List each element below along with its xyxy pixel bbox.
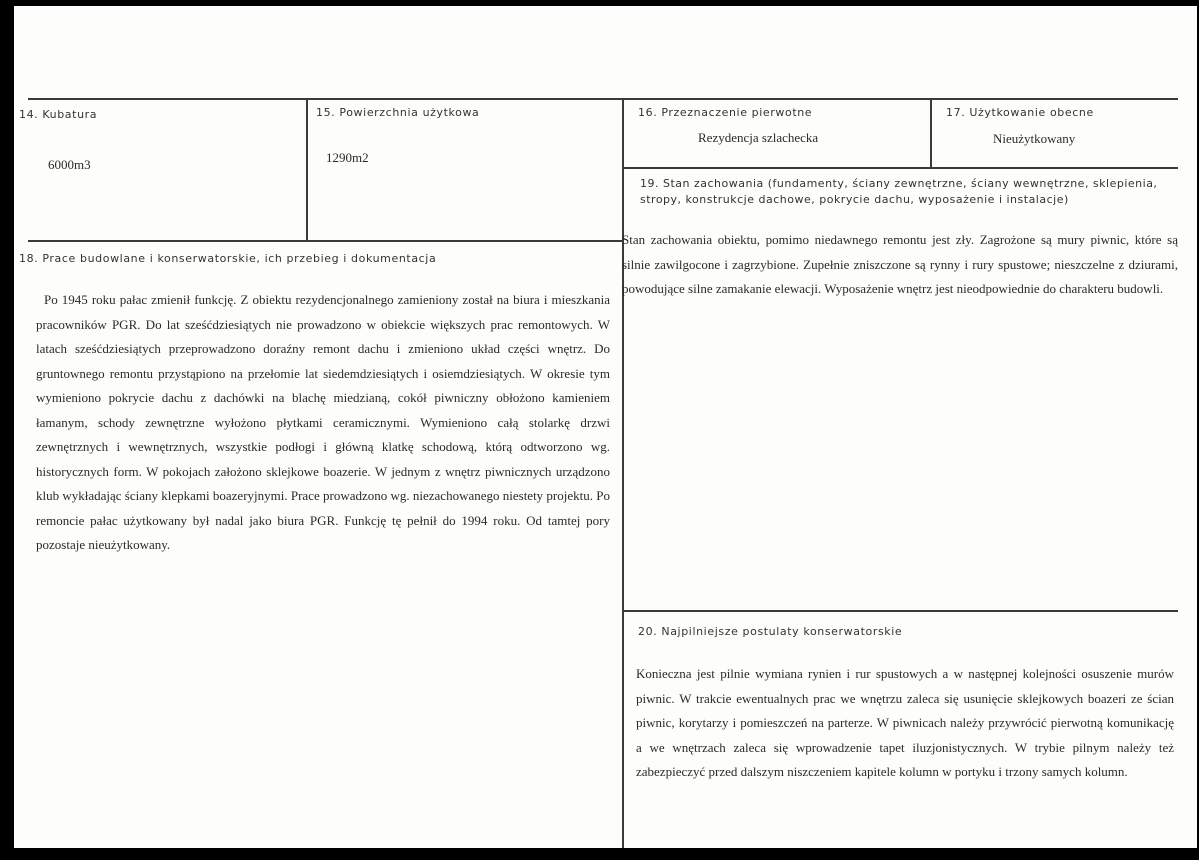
kubatura-label: 14. Kubatura — [19, 108, 98, 121]
prace-label: 18. Prace budowlane i konserwatorskie, ich przebieg i dokumentacja — [19, 252, 437, 265]
uzytkowanie-value: Nieużytkowany — [993, 131, 1076, 146]
row-divider-16-19 — [624, 167, 1178, 169]
prace-text: Po 1945 roku pałac zmienił funkcję. Z obiektu rezydencjonalnego zamieniony został na biura i mieszkania pracowników PGR. Do lat sześćdziesiątych nie prowadzono w obiekcie większych prac remontowych. W latach sześćdziesiątych przeprowadzono doraźny remont dachu i zmieniono układ części wnętrz. Do gruntownego remontu przystąpiono na przełomie lat siedemdziesiątych i osiemdziesiątych. W okresie tym wymieniono pokrycie dachu z dachówki na blachę miedzianą, cokół piwniczny obłożono kamieniem łamanym, schody zewnętrzne wyłożono płytkami ceramicznymi. Wymieniono całą stolarkę drzwi zewnętrznych i wewnętrznych, wszystkie podłogi i główną klatkę schodową, którą odtworzono wg. historycznych form. W pokojach założono sklejkowe boazerie. W jednym z wnętrz piwnicznych urządzono klub wykładając ściany klepkami boazeryjnymi. Prace prowadzono wg. niezachowanego niestety projektu. Po remoncie pałac użytkowany był nadal jako biura PGR. Funkcję tę pełnił do 1994 roku. Od tamtej pory pozostaje nieużytkowany. — [36, 292, 610, 552]
przeznaczenie-label: 16. Przeznaczenie pierwotne — [638, 106, 813, 119]
column-divider-14-15 — [306, 98, 308, 240]
row-divider-14-18 — [28, 240, 622, 242]
postulaty-text: Konieczna jest pilnie wymiana rynien i rur spustowych a w następnej kolejności osuszenie murów piwnic. W trakcie ewentualnych prac we wnętrzu zaleca się usunięcie sklejkowych boazeri ze ścian piwnic, korytarzy i pomieszczeń na parterze. W piwnicach należy przywrócić pierwotną komunikację a we wnętrzach zaleca się wprowadzenie tapet iluzjonistycznych. W trybie pilnym należy też zabezpieczyć przed dalszym niszczeniem kapitele kolumn w portyku i trzony samych kolumn. — [636, 666, 1174, 779]
powierzchnia-label: 15. Powierzchnia użytkowa — [316, 106, 480, 119]
row-divider-top — [28, 98, 1178, 100]
column-divider-16-17 — [930, 98, 932, 168]
document-page — [14, 6, 1197, 848]
stan-text: Stan zachowania obiektu, pomimo niedawnego remontu jest zły. Zagrożone są mury piwnic, które są silnie zawilgocone i zagrzybione. Zupełnie zniszczone są rynny i rury spustowe; nieszczelne z dziurami, powodujące silne zamakanie elewacji. Wyposażenie wnętrz jest nieodpowiednie do charakteru budowli. — [622, 232, 1178, 296]
postulaty-label: 20. Najpilniejsze postulaty konserwatorskie — [638, 625, 903, 638]
stan-label: 19. Stan zachowania (fundamenty, ściany zewnętrzne, ściany wewnętrzne, sklepienia, stropy, konstrukcje dachowe, pokrycie dachu, wyposażenie i instalacje) — [640, 177, 1158, 206]
przeznaczenie-value: Rezydencja szlachecka — [698, 130, 819, 145]
column-divider-center — [622, 98, 624, 848]
uzytkowanie-label: 17. Użytkowanie obecne — [946, 106, 1094, 119]
powierzchnia-value: 1290m2 — [326, 150, 369, 165]
row-divider-19-20 — [624, 610, 1178, 612]
kubatura-value: 6000m3 — [48, 157, 91, 172]
